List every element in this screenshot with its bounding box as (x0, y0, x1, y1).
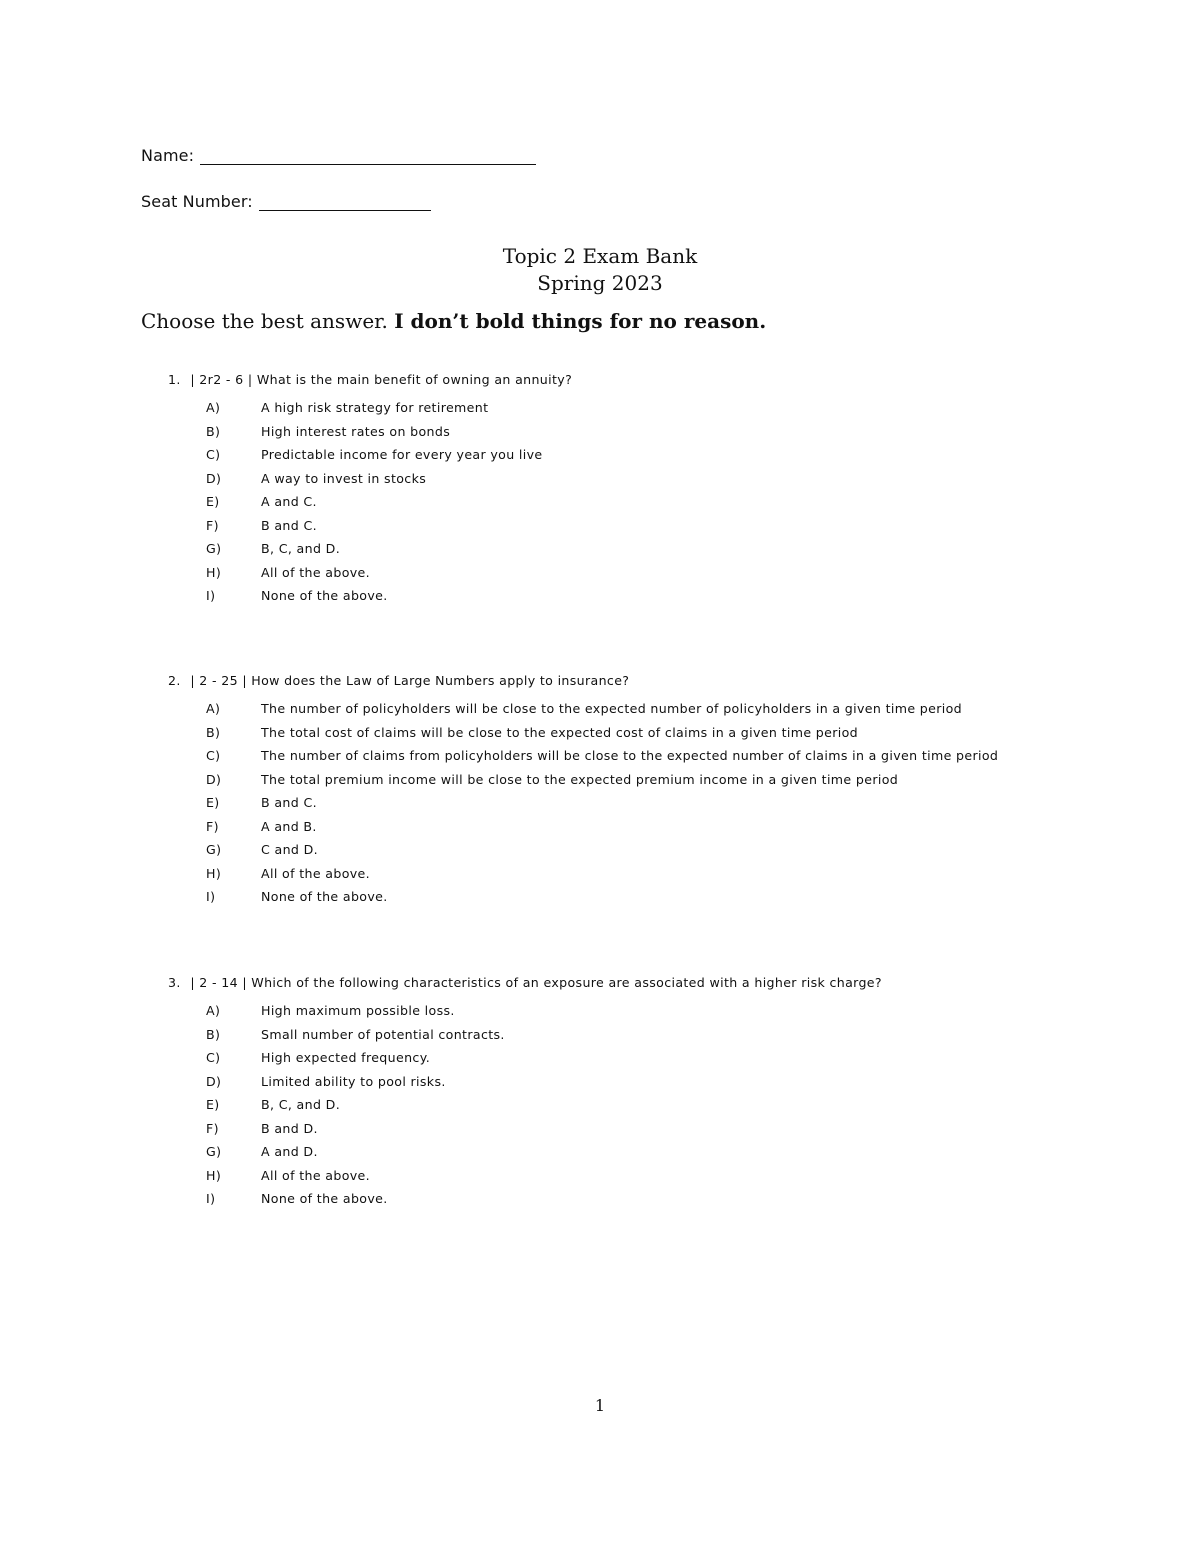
instructions-plain: Choose the best answer. (141, 309, 388, 333)
choice-a[interactable] (168, 999, 882, 1023)
choice-text: None of the above. (261, 1191, 388, 1206)
choice-text: All of the above. (261, 564, 370, 580)
choice-letter: H) (206, 1167, 222, 1183)
choice-text: A and D. (261, 1144, 318, 1159)
choice-text: A way to invest in stocks (261, 470, 427, 486)
choice-letter: C) (206, 748, 221, 763)
question-header (168, 973, 882, 993)
choice-text: The total premium income will be close to the expected premium income in a given time period (261, 771, 899, 787)
question-number: 3. (168, 975, 181, 990)
choice-letter: I) (206, 588, 216, 603)
choice-c[interactable] (168, 1046, 882, 1070)
choice-letter: E) (206, 1097, 220, 1112)
choice-letter: E) (206, 795, 220, 810)
choice-d[interactable] (168, 1070, 882, 1094)
question-text: | 2 - 14 | Which of the following characteristics of an exposure are associated with a higher risk charge? (190, 975, 882, 990)
choice-g[interactable] (168, 838, 998, 862)
question-header (168, 370, 572, 390)
choice-letter: D) (206, 470, 222, 486)
choice-text: None of the above. (261, 588, 388, 603)
choice-letter: H) (206, 564, 222, 580)
choice-i[interactable] (168, 1187, 882, 1211)
choice-text: Limited ability to pool risks. (261, 1073, 446, 1089)
choice-text: C and D. (261, 842, 318, 857)
choice-text: A and C. (261, 494, 317, 509)
choice-d[interactable] (168, 467, 572, 491)
choice-letter: A) (206, 400, 221, 415)
choice-letter: A) (206, 701, 221, 716)
choice-f[interactable] (168, 815, 998, 839)
choice-h[interactable] (168, 862, 998, 886)
choice-text: B and C. (261, 517, 317, 533)
choice-text: None of the above. (261, 889, 388, 904)
choice-letter: F) (206, 818, 219, 834)
exam-title: Topic 2 Exam Bank (502, 244, 698, 268)
name-blank-line[interactable] (200, 150, 536, 165)
choice-text: B, C, and D. (261, 1097, 341, 1112)
choice-a[interactable] (168, 396, 572, 420)
choice-letter: C) (206, 1050, 221, 1065)
question-number: 2. (168, 673, 181, 688)
choice-text: High maximum possible loss. (261, 1003, 455, 1018)
choice-text: All of the above. (261, 865, 370, 881)
choice-text: A high risk strategy for retirement (261, 400, 489, 415)
choice-letter: A) (206, 1003, 221, 1018)
choice-h[interactable] (168, 561, 572, 585)
question-1 (168, 370, 572, 608)
choice-g[interactable] (168, 1140, 882, 1164)
instructions-bold: I don’t bold things for no reason. (394, 309, 767, 333)
question-header (168, 671, 998, 691)
choice-list (168, 999, 882, 1211)
choice-c[interactable] (168, 443, 572, 467)
choice-text: High expected frequency. (261, 1050, 431, 1065)
choice-text: B and C. (261, 795, 317, 810)
choice-e[interactable] (168, 791, 998, 815)
choice-c[interactable] (168, 744, 998, 768)
choice-letter: I) (206, 1191, 216, 1206)
choice-text: Small number of potential contracts. (261, 1026, 505, 1042)
choice-letter: C) (206, 447, 221, 462)
choice-letter: G) (206, 541, 222, 556)
choice-e[interactable] (168, 490, 572, 514)
instructions (141, 309, 766, 333)
choice-letter: F) (206, 1120, 219, 1136)
choice-letter: E) (206, 494, 220, 509)
choice-d[interactable] (168, 768, 998, 792)
seat-number-field (141, 192, 431, 211)
choice-text: The number of policyholders will be close to the expected number of policyholders in a given time period (261, 701, 962, 716)
choice-letter: F) (206, 517, 219, 533)
choice-letter: D) (206, 1073, 222, 1089)
choice-f[interactable] (168, 1117, 882, 1141)
choice-letter: B) (206, 423, 221, 439)
choice-letter: I) (206, 889, 216, 904)
seat-number-label: Seat Number: (141, 192, 253, 211)
choice-list (168, 396, 572, 608)
question-3 (168, 973, 882, 1211)
choice-text: All of the above. (261, 1167, 370, 1183)
choice-text: B and D. (261, 1120, 318, 1136)
choice-i[interactable] (168, 584, 572, 608)
name-field (141, 146, 536, 165)
choice-letter: G) (206, 1144, 222, 1159)
question-2 (168, 671, 998, 909)
choice-text: A and B. (261, 818, 317, 834)
page-number: 1 (594, 1396, 606, 1415)
choice-list (168, 697, 998, 909)
exam-term: Spring 2023 (537, 271, 663, 295)
choice-letter: B) (206, 1026, 221, 1042)
question-text: | 2r2 - 6 | What is the main benefit of owning an annuity? (190, 372, 573, 387)
choice-g[interactable] (168, 537, 572, 561)
choice-h[interactable] (168, 1164, 882, 1188)
choice-a[interactable] (168, 697, 998, 721)
choice-text: The number of claims from policyholders will be close to the expected number of claims in a given time period (261, 748, 999, 763)
name-label: Name: (141, 146, 195, 165)
choice-b[interactable] (168, 420, 572, 444)
question-text: | 2 - 25 | How does the Law of Large Numbers apply to insurance? (190, 673, 630, 688)
choice-text: Predictable income for every year you live (261, 447, 543, 462)
choice-letter: G) (206, 842, 222, 857)
choice-letter: B) (206, 724, 221, 740)
question-number: 1. (168, 372, 181, 387)
choice-e[interactable] (168, 1093, 882, 1117)
seat-number-blank-line[interactable] (259, 196, 431, 211)
choice-f[interactable] (168, 514, 572, 538)
choice-b[interactable] (168, 721, 998, 745)
choice-text: B, C, and D. (261, 541, 341, 556)
choice-letter: D) (206, 771, 222, 787)
choice-text: The total cost of claims will be close to the expected cost of claims in a given time period (261, 724, 859, 740)
choice-text: High interest rates on bonds (261, 423, 451, 439)
choice-b[interactable] (168, 1023, 882, 1047)
choice-letter: H) (206, 865, 222, 881)
choice-i[interactable] (168, 885, 998, 909)
